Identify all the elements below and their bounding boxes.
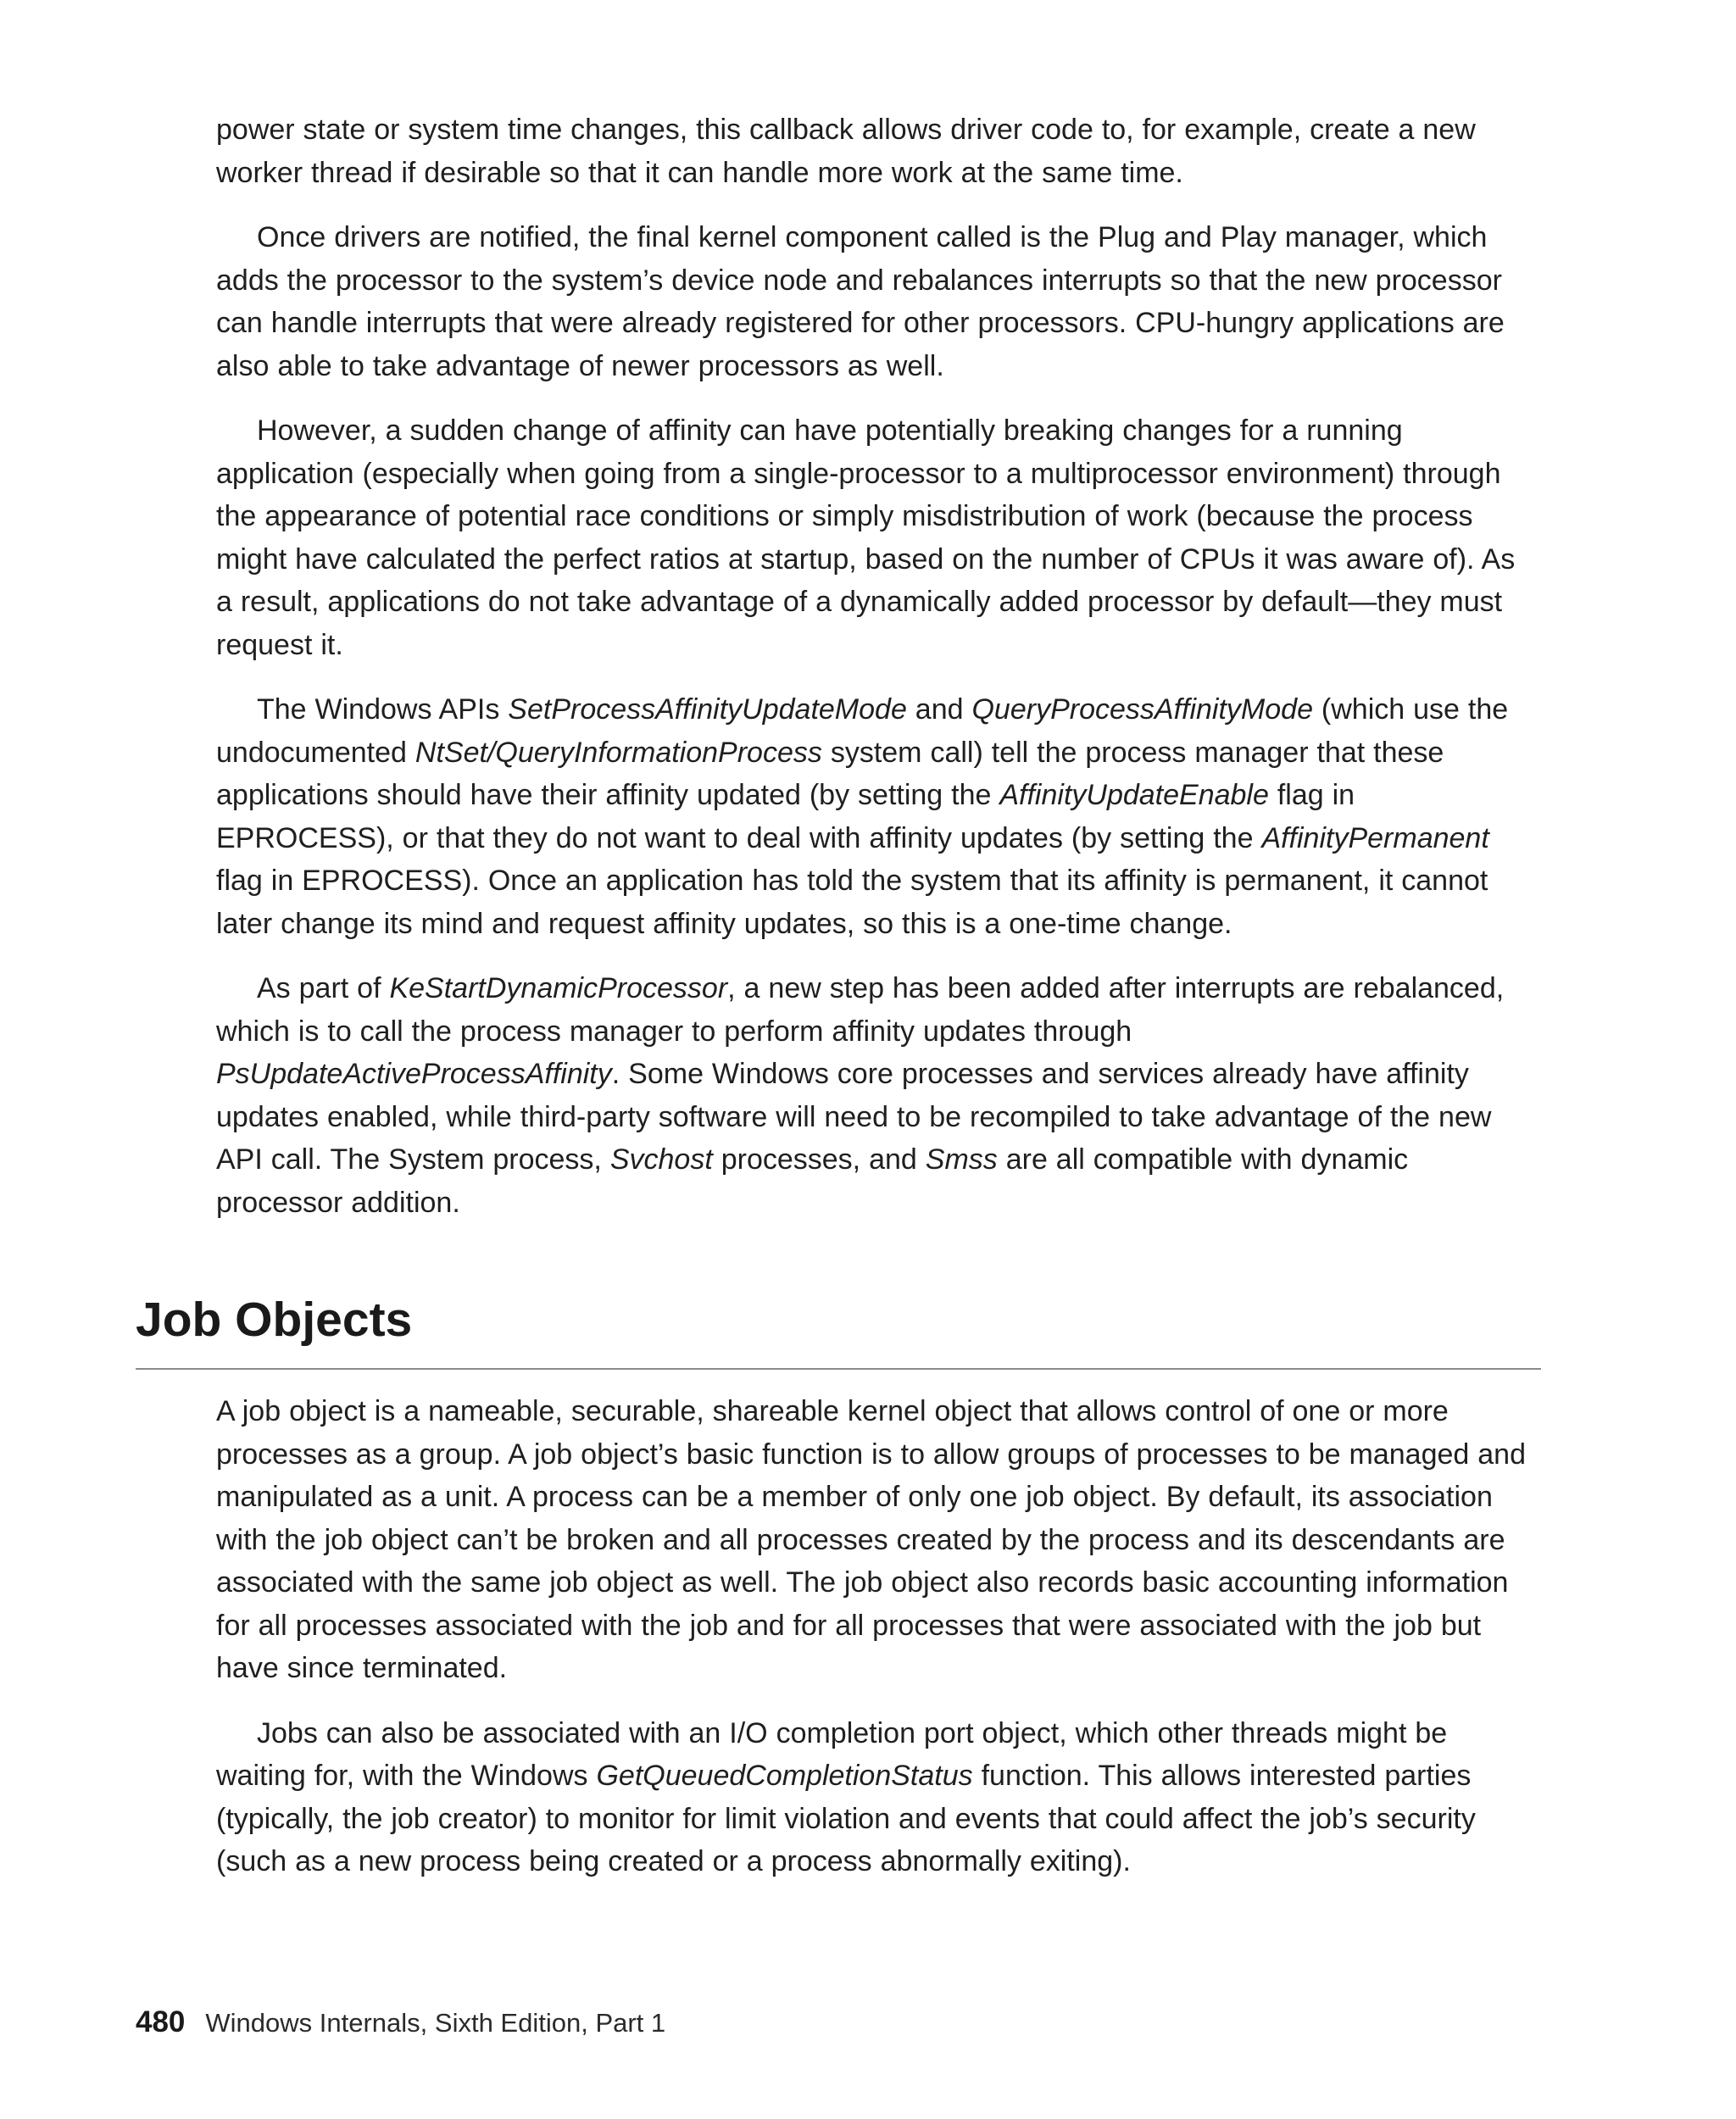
heading-rule: [136, 1368, 1541, 1370]
body-text-job-objects: [216, 1390, 1538, 1905]
paragraph-continued: power state or system time changes, this callback allows driver code to, for example, create a new worker thread if desirable so that it can handle more work at the same time.: [216, 114, 1476, 189]
page-footer: [136, 2002, 665, 2044]
paragraph-completion-port: Jobs can also be associated with an I/O completion port object, which other threads might be waiting for, with the Windows GetQueuedCompletionStatus function. This allows interested parties (typically, the job creator) to monitor for limit violation and events that could affect the job’s security (such as a new process being created or a process abnormally exiting).: [216, 1716, 1476, 1877]
section-heading-block: [136, 1290, 1541, 1370]
body-text-top: [216, 108, 1538, 1246]
paragraph-job-object-definition: A job object is a nameable, securable, shareable kernel object that allows control of one or more processes as a group. A job object’s basic function is to allow groups of processes to be managed and manipulated as a unit. A process can be a member of only one job object. By default, its association with the job object can’t be broken and all processes created by the process and its descendants are associated with the same job object as well. The job object also records basic accounting information for all processes associated with the job and for all processes that were associated with the job but have since terminated.: [216, 1395, 1526, 1684]
paragraph-kestartdynamicprocessor: As part of KeStartDynamicProcessor, a new step has been added after interrupts are rebalanced, which is to call the process manager to perform affinity updates through PsUpdateActiveProcessAffinity. Some Windows core processes and services already have affinity updates enabled, while third-party software will need to be recompiled to take advantage of the new API call. The System process, Svchost processes, and Smss are all compatible with dynamic processor addition.: [216, 972, 1505, 1219]
paragraph-plug-and-play: Once drivers are notified, the final kernel component called is the Plug and Play manager, which adds the processor to the system’s device node and rebalances interrupts so that the new processor can handle interrupts that were already registered for other processors. CPU-hungry applications are also able to take advantage of newer processors as well.: [216, 221, 1505, 382]
paragraph-affinity-apis: The Windows APIs SetProcessAffinityUpdateMode and QueryProcessAffinityMode (which use the undocumented NtSet/QueryInformationProcess system call) tell the process manager that these applications should have their affinity updated (by setting the AffinityUpdateEnable flag in EPROCESS), or that they do not want to deal with affinity updates (by setting the AffinityPermanent flag in EPROCESS). Once an application has told the system that its affinity is permanent, it cannot later change its mind and request affinity updates, so this is a one-time change.: [216, 693, 1509, 940]
section-heading: Job Objects: [136, 1293, 413, 1347]
book-title: Windows Internals, Sixth Edition, Part 1: [205, 2008, 666, 2038]
paragraph-affinity-change: However, a sudden change of affinity can have potentially breaking changes for a running application (especially when going from a single-processor to a multiprocessor environment) through the appearance of potential race conditions or simply misdistribution of work (because the process might have calculated the perfect ratios at startup, based on the number of CPUs it was aware of). As a result, applications do not take advantage of a dynamically added processor by default—they must request it.: [216, 414, 1516, 661]
page-number: 480: [136, 2005, 186, 2038]
